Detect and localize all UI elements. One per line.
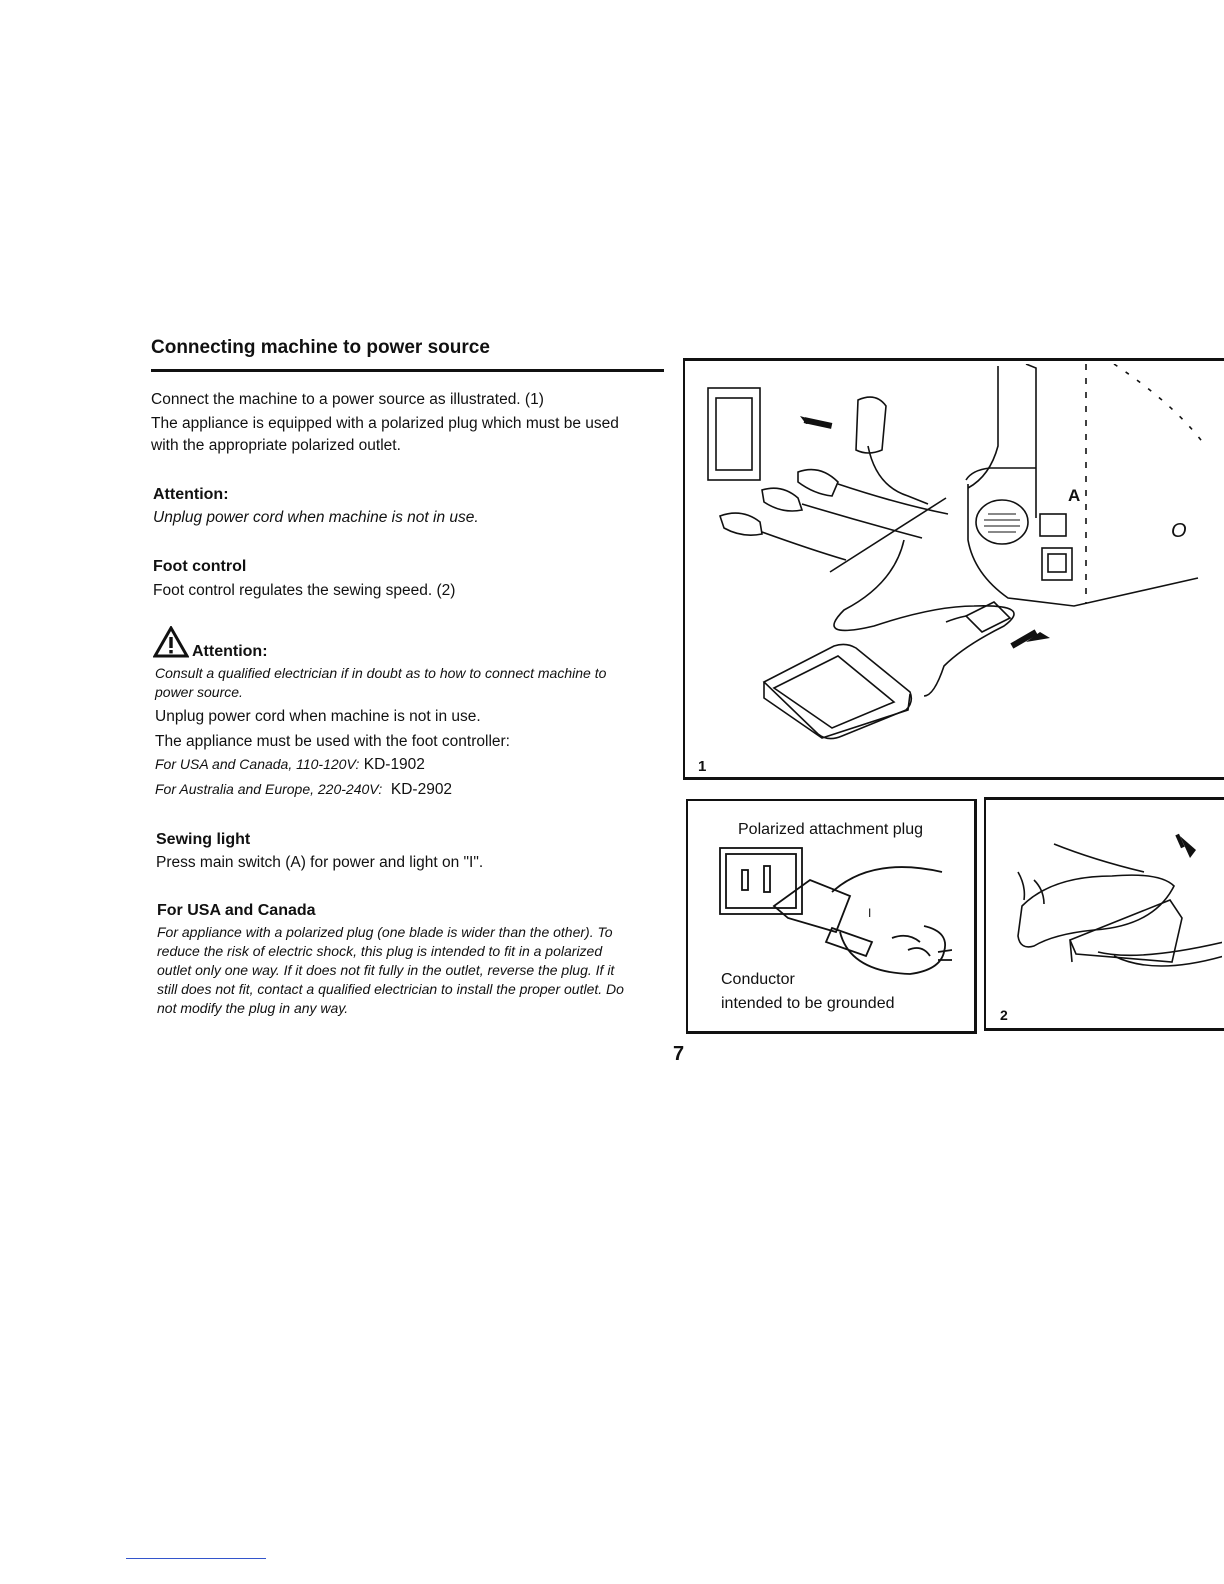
usa-canada-text [157,923,682,1018]
attention2-line1: Unplug power cord when machine is not in use. [155,708,481,725]
plug-figure-title: Polarized attachment plug [738,821,923,838]
plug-grounded-label: intended to be grounded [721,995,895,1012]
usa-canada-line: For appliance with a polarized plug (one blade is wider than the other). To [157,924,613,940]
attention2-line2: The appliance must be used with the foot controller: [155,733,510,750]
intro-line: Connect the machine to a power source as illustrated. (1) [151,391,544,408]
attention2-italic [155,664,675,702]
usa-voltage-line [155,755,425,774]
attention2-italic-line: power source. [155,684,243,700]
eu-voltage-line [155,780,452,799]
usa-model: KD-1902 [359,756,425,773]
attention2-italic-line: Consult a qualified electrician if in doubt as to how to connect machine to [155,665,607,681]
usa-canada-line: outlet only one way. If it does not fit fully in the outlet, reverse the plug. If it [157,962,615,978]
figure-1-label-a: A [1068,486,1081,505]
attention-heading: Attention: [153,486,229,503]
figure-1-illustration [690,364,1210,764]
plug-conductor-label: Conductor [721,971,795,988]
usa-canada-line: not modify the plug in any way. [157,1000,349,1016]
section-title: Connecting machine to power source [151,337,490,358]
attention2-heading: Attention: [192,643,268,660]
title-underline [151,369,664,372]
foot-control-heading: Foot control [153,558,247,575]
figure-2-illustration [988,806,1222,1006]
sewing-light-heading: Sewing light [156,831,251,848]
intro-text [151,389,671,457]
switch-off-symbol: O [1171,520,1187,542]
foot-control-text: Foot control regulates the sewing speed. (2) [153,582,456,599]
plug-blade-mark: I [868,906,872,920]
polarized-plug-illustration [712,842,952,982]
eu-voltage-prefix: For Australia and Europe, 220-240V: [155,781,383,797]
eu-model: KD-2902 [382,781,453,798]
page-number: 7 [673,1043,685,1065]
attention-text: Unplug power cord when machine is not in use. [153,509,479,526]
usa-canada-line: reduce the risk of electric shock, this plug is intended to fit in a polarized [157,943,603,959]
usa-canada-line: still does not fit, contact a qualified electrician to install the proper outlet. Do [157,981,624,997]
intro-line: with the appropriate polarized outlet. [151,437,401,454]
usa-canada-heading: For USA and Canada [157,902,316,919]
intro-line: The appliance is equipped with a polarized plug which must be used [151,415,619,432]
usa-voltage-prefix: For USA and Canada, 110-120V: [155,756,360,772]
figure-1-number: 1 [698,758,707,775]
footnote-rule [126,1558,266,1559]
warning-icon [153,626,189,658]
sewing-light-text: Press main switch (A) for power and light on "I". [156,854,484,871]
figure-2-number: 2 [1000,1007,1008,1023]
